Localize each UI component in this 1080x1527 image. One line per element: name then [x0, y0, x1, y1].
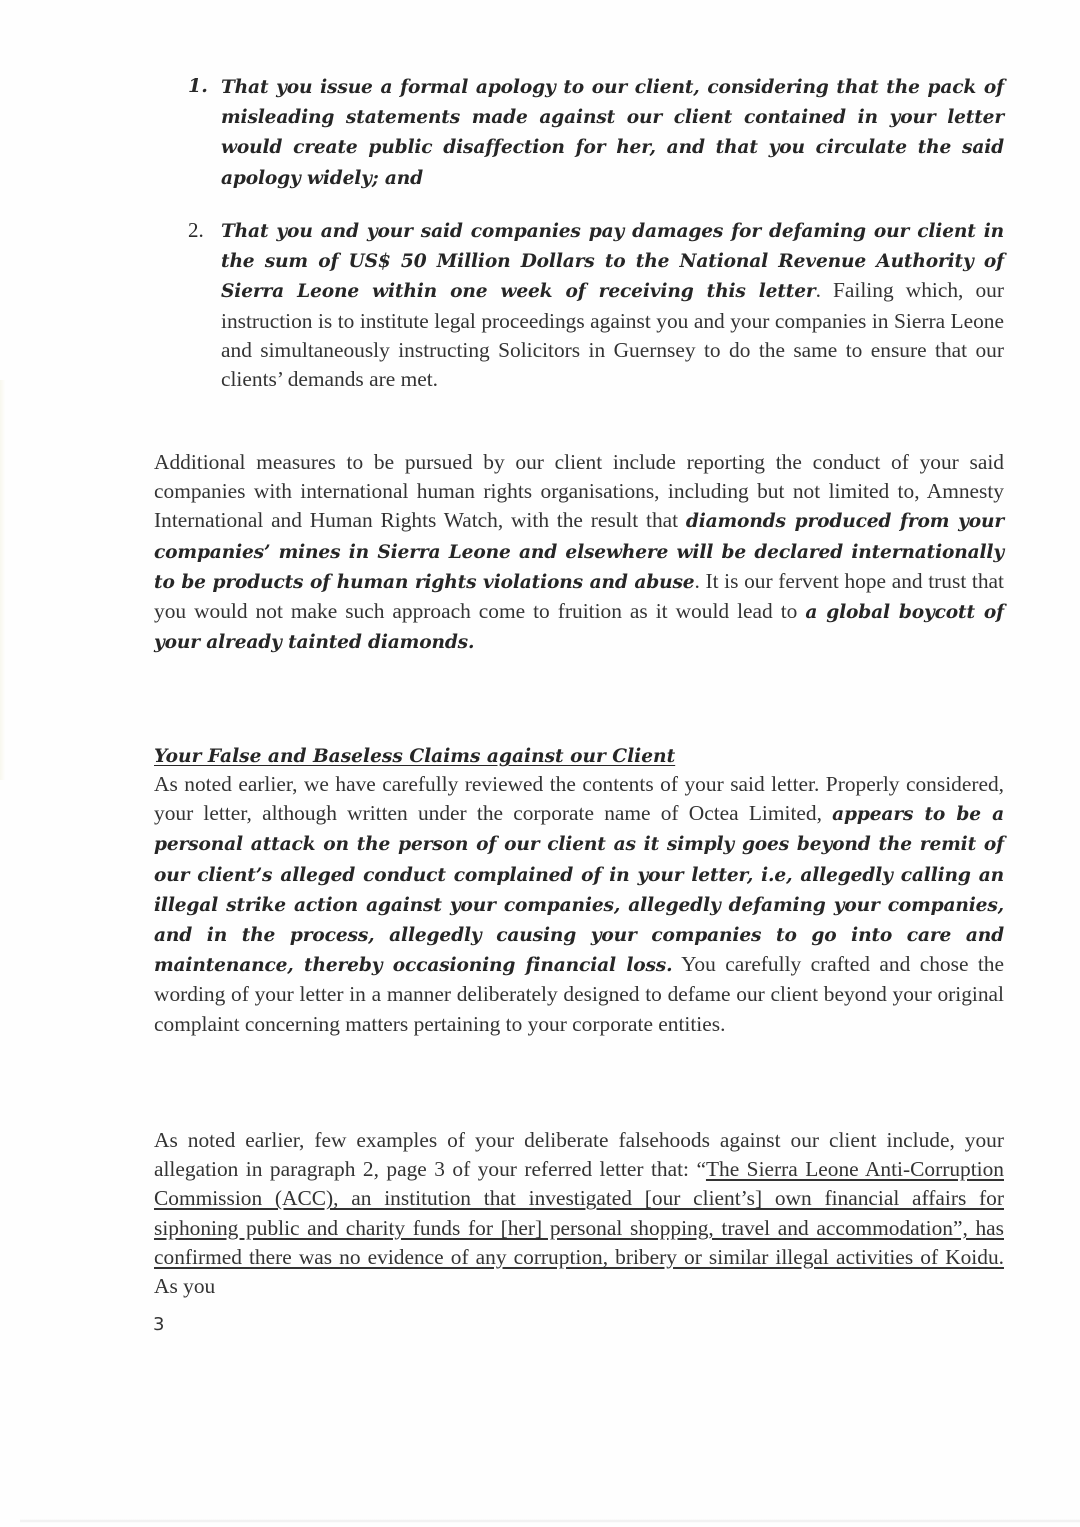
demand-list-item-1 — [154, 72, 1004, 193]
quoted-allegation: The Sierra Leone Anti-Corruption Commission (ACC), an institution that investigated [our client’s] own financial affairs for siphoning public and charity funds for [her] personal shopping, travel and accommodation”, has confirmed there was no evidence of any corruption, bribery or similar illegal activities of Koidu. — [154, 1157, 1004, 1269]
paragraph-emphasis: appears to be a personal attack on the person of our client as it simply goes beyond the remit of our client’s alleged conduct complained of in your letter, i.e, allegedly calling an illegal strike action against your companies, allegedly defaming your companies, and in the process, allegedly causing your companies to go into care and maintenance, thereby occasioning financial loss. — [154, 804, 1004, 977]
section-heading: Your False and Baseless Claims against our Client — [154, 746, 676, 767]
scan-edge-shadow — [0, 380, 6, 780]
list-number: 2. — [188, 218, 204, 242]
paragraph-text: . It is our fervent hope and trust that you would not make such approach come to fruition as it would lead to — [154, 568, 1004, 624]
paragraph-text: As you — [154, 1274, 216, 1299]
page-number: 3 — [153, 1314, 165, 1335]
paragraph-emphasis: a global boycott of your already tainted diamonds. — [154, 602, 1004, 654]
paragraph-text: As noted earlier, few examples of your deliberate falsehoods against our client include, your allegation in paragraph 2, page 3 of your referred letter that: “ — [154, 1128, 1004, 1182]
paragraph-text: Additional measures to be pursued by our client include reporting the conduct of your said companies with international human rights organisations, including but not limited to, Amnesty International and Human Rights Watch, with the result that — [154, 450, 1004, 533]
list-number: 1. — [188, 75, 208, 97]
scan-bottom-edge — [20, 1519, 1080, 1523]
demand-legal-proceedings-text: . Failing which, our instruction is to institute legal proceedings against you and your companies in Sierra Leone and simultaneously instructing Solicitors in Guernsey to do the same to ensure that our clients’ demands are met. — [221, 278, 1005, 392]
paragraph-examples — [154, 1126, 1004, 1301]
demand-list-item-2 — [154, 216, 1004, 394]
paragraph-text: You carefully crafted and chose the wording of your letter in a manner deliberately designed to defame our client beyond your original complaint concerning matters pertaining to your corporate entities. — [154, 952, 1004, 1036]
paragraph-additional-measures — [154, 448, 1004, 657]
paragraph-emphasis: diamonds produced from your companies’ mines in Sierra Leone and elsewhere will be declared internationally to be products of human rights violations and abuse — [154, 511, 1004, 593]
paragraph-text: As noted earlier, we have carefully reviewed the contents of your said letter. Properly considered, your letter, although written under the corporate name of Octea Limited, — [154, 772, 1004, 826]
demand-apology-text: That you issue a formal apology to our client, considering that the pack of misleading statements made against our client contained in your letter would create public disaffection for her, and that you circulate the said apology widely; and — [221, 77, 1004, 189]
paragraph-false-claims — [154, 770, 1004, 1039]
demand-damages-text: That you and your said companies pay damages for defaming our client in the sum of US$ 50 Million Dollars to the National Revenue Authority of Sierra Leone within one week of receiving this letter — [221, 221, 1004, 303]
